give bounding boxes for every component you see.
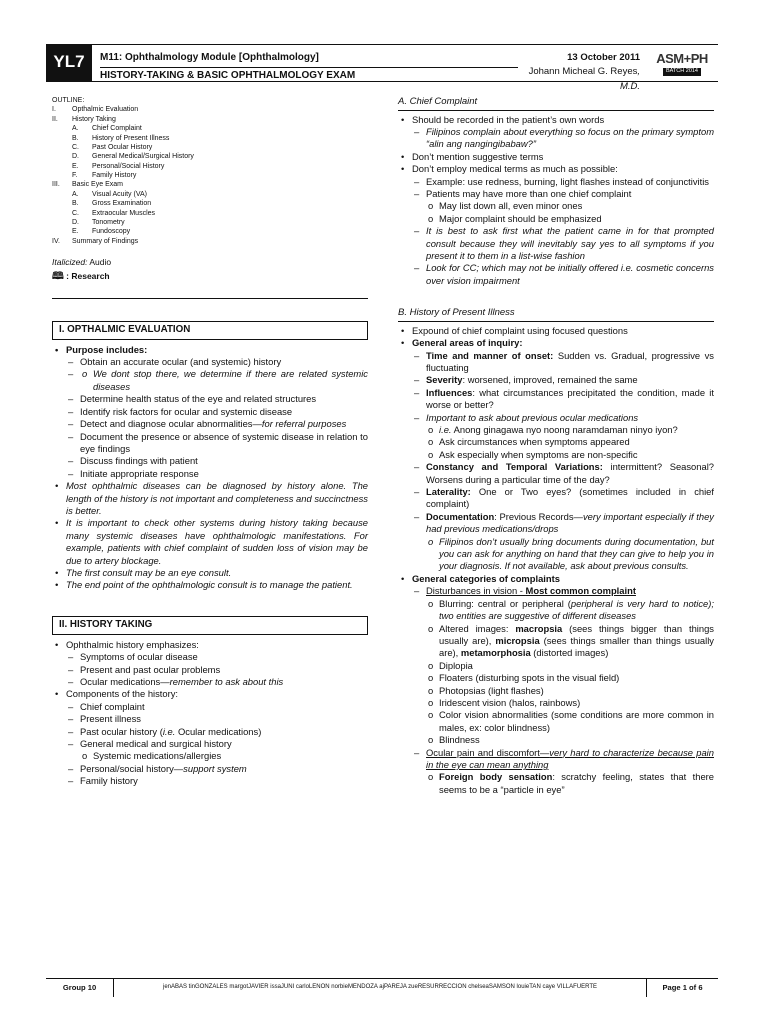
section-heading: II. HISTORY TAKING	[52, 616, 368, 635]
outline-subitem: E. Fundoscopy	[72, 228, 131, 236]
outline-item: IV. Summary of Findings	[52, 237, 139, 245]
outline-subitem: A. Chief Complaint	[72, 125, 142, 133]
page-number: Page 1 of 6	[646, 979, 718, 997]
legend: Italicized: Audio 🕮 : Research	[52, 257, 112, 282]
section-heading: I. OPTHALMIC EVALUATION	[52, 321, 368, 340]
lecture-date: 13 October 2011	[567, 52, 640, 63]
lecturer-name: Johann Micheal G. Reyes	[528, 66, 638, 78]
outline-subitem: B. History of Present Illness	[72, 134, 170, 142]
lecture-title: HISTORY-TAKING & BASIC OPHTHALMOLOGY EXAM	[100, 67, 518, 84]
divider	[52, 298, 368, 299]
outline-subitem: D. Tonometry	[72, 218, 125, 226]
left-column: OUTLINE: I. Opthalmic Evaluation II. History Taking A. Chief Complaint B. History of Present Illness C. Past Ocular History D. General Medical/Surgical History E. Personal/Social History F. Family History III. Basic Eye Exam A. Visual Acuity (VA) B. Gross Examination C. Extraocular Muscles D. Tonometry E. Fundoscopy IV. Summary of Findings Italicized: Audio 🕮 : Research I. OPTHALMIC EVALUATION • Purpose includes: – Obtain an accurate ocular (and systemic) history o – We dont stop there, we determine if there are related systemic diseases – Determine health status of the eye and related structures – Identify risk factors for ocular and systemic disease – Detect and diagnose ocular abnormalities—for referral purposes – Document the presence or absence of systemic disease in relation to eye findings – Discuss findings with patient – Initiate appropriate response • Most ophthalmic diseases can be diagnosed by history alone. The length of the history is not important and completeness and succinctness is better. • It is important to check other systems during history taking because many systemic diseases have ophthalmologic manifestations. For example, patients with chief complaint of sudden loss of vision may be due to artery blockage. • The first consult may be an eye consult. • The end point of the ophthalmologic consult is to manage the patient. II. HISTORY TAKING • Ophthalmic history emphasizes: – Symptoms of ocular disease – Present and past ocular problems – Ocular medications—remember to ask about this • Components of the history: – Chief complaint – Present illness – Past ocular history (i.e. Ocular medications) – General medical and surgical history o Systemic medications/allergies – Personal/social history—support system – Family history	[52, 96, 368, 788]
subsection-heading: B. History of Present Illness	[398, 307, 714, 322]
right-column: A. Chief Complaint • Should be recorded in the patient’s own words – Filipinos complain about everything so focus on the primary symptom “alin ang nangingibabaw?” • Don’t mention suggestive terms • Don’t employ medical terms as much as possible: – Example: use redness, burning, light flashes instead of conjunctivitis – Patients may have more than one chief complaint o May list down all, even minor ones o Major complaint should be emphasized – It is best to ask first what the patient came in for that prompted consult because they will inevitably say yes to all symptoms if you present it to them in a list-wise fashion – Look for CC; which may not be initially offered i.e. cosmetic concerns over vision impairment B. History of Present Illness • Expound of chief complaint using focused questions • General areas of inquiry: – Time and manner of onset: Sudden vs. Gradual, progressive vs fluctuating – Severity: worsened, improved, remained the same – Influences: what circumstances precipitated the condition, made it worse or better? – Important to ask about previous ocular medications o i.e. Anong ginagawa nyo noong naramdaman ninyo iyon? o Ask circumstances when symptoms appeared o Ask especially when symptoms are non-specific – Constancy and Temporal Variations: intermittent? Seasonal? Worsens during a particular time of the day? – Laterality: One or Two eyes? (sometimes included in chief complaint) – Documentation: Previous Records—very important especially if they had previous medications/drops o Filipinos don’t usually bring documents during documentation, but you can ask for anything on hand that they can give to help you in your diagnosis. If not available, ask about previous consults. • General categories of complaints – Disturbances in vision - Most common complaint o Blurring: central or peripheral (peripheral is very hard to notice); two entities are suggestive of different diseases o Altered images: macropsia (sees things bigger than things usually are), micropsia (sees things smaller than things usually are), metamorphosia (distorted images) o Diplopia o Floaters (disturbing spots in the visual field) o Photopsias (light flashes) o Iridescent vision (halos, rainbows) o Color vision abnormalities (some conditions are more common in males, ex: color blindness) o Blindness – Ocular pain and discomfort—very hard to characterize because pain in the eye can mean anything o Foreign body sensation: scratchy feeling, states that there seems to be a “particle in eye”	[398, 96, 714, 796]
outline-subitem: B. Gross Examination	[72, 200, 152, 208]
document-footer	[46, 978, 718, 996]
module-title: M11: Ophthalmology Module [Ophthalmology]	[100, 52, 319, 63]
document-header: YL7 M11: Ophthalmology Module [Ophthalmology] HISTORY-TAKING & BASIC OPHTHALMOLOGY EXAM 13 October 2011 Johann Micheal G. Reyes, M.D. ASM+PH BATCH 2014	[46, 44, 718, 82]
group-label: Group 10	[46, 979, 114, 997]
course-code: YL7	[46, 44, 92, 82]
outline-item: III. Basic Eye Exam	[52, 181, 123, 189]
author-list: jenABAS tinGONZALES margotJAVIER issaJUNI carloLENON norbieMENDOZA ajPAREJA zueRESURRECCION chelseaSAMSON louieTAN caye VILLAFUERTE	[162, 983, 598, 990]
batch-logo: ASM+PH BATCH 2014	[656, 51, 708, 75]
outline-subitem: D. General Medical/Surgical History	[72, 153, 194, 161]
outline-item: I. Opthalmic Evaluation	[52, 106, 139, 114]
outline-subitem: A. Visual Acuity (VA)	[72, 190, 147, 198]
book-icon: 🕮	[52, 270, 64, 282]
outline-item: II. History Taking	[52, 115, 116, 123]
outline-subitem: F. Family History	[72, 172, 137, 179]
subsection-heading: A. Chief Complaint	[398, 96, 714, 111]
outline-subitem: C. Past Ocular History	[72, 143, 153, 151]
outline-subitem: C. Extraocular Muscles	[72, 209, 156, 217]
outline: OUTLINE: I. Opthalmic Evaluation II. History Taking A. Chief Complaint B. History of Present Illness C. Past Ocular History D. General Medical/Surgical History E. Personal/Social History F. Family History III. Basic Eye Exam A. Visual Acuity (VA) B. Gross Examination C. Extraocular Muscles D. Tonometry E. Fundoscopy IV. Summary of Findings	[52, 96, 368, 246]
outline-subitem: E. Personal/Social History	[72, 162, 165, 170]
